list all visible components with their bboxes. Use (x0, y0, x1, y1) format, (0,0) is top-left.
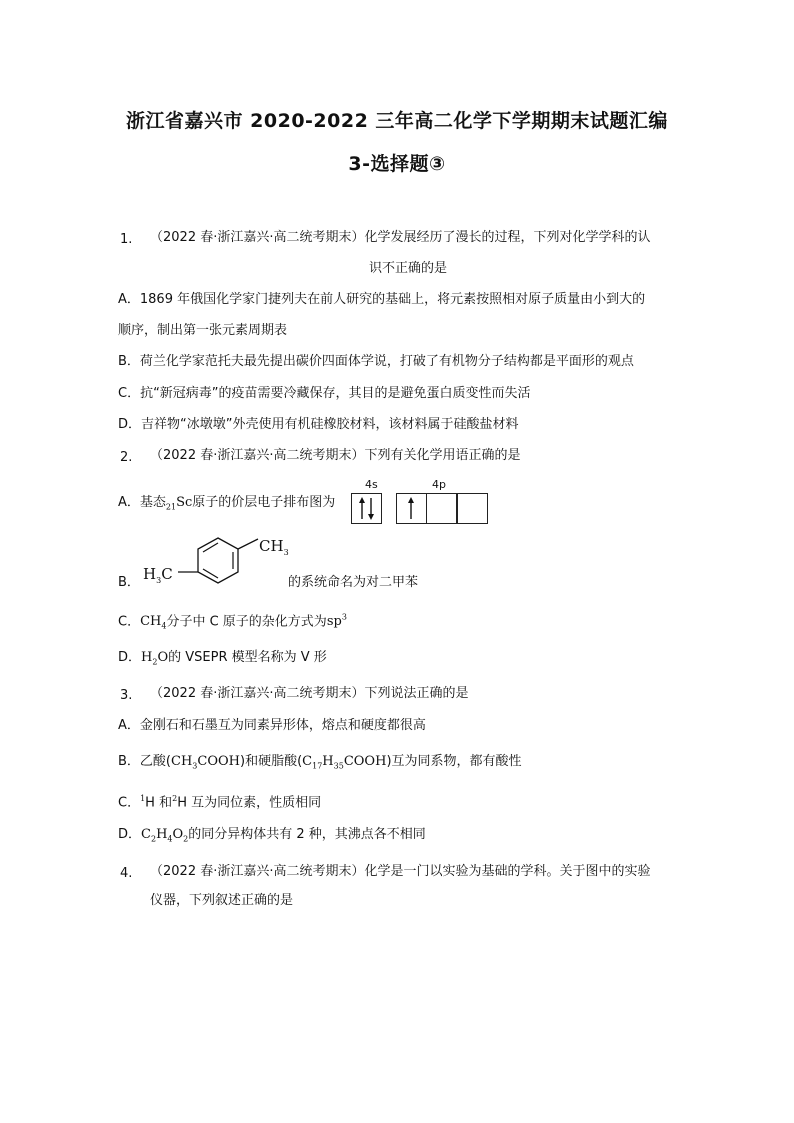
option-a-prefix: A．基态 (118, 495, 166, 510)
label-4s: 4s (365, 478, 378, 491)
orbital-4p-box-1 (396, 493, 427, 524)
question-3-option-a: A．金刚石和石墨互为同素异形体，熔点和硬度都很高 (118, 718, 426, 733)
question-1-option-b: B．荷兰化学家范托夫最先提出碳价四面体学说，打破了有机物分子结构都是平面形的观点 (118, 354, 634, 369)
h2o-formula: $H_2O$ (141, 650, 169, 667)
h3c-label: $H_3C$ (143, 565, 173, 585)
orbital-4s-box (351, 493, 382, 524)
element-symbol: Sc (176, 495, 193, 510)
question-4-stem-cont: 仪器，下列叙述正确的是 (150, 893, 294, 908)
orbital-4p-box-3 (457, 493, 488, 524)
ch4-formula: $CH_4$ (140, 614, 167, 631)
document-title-line1: 浙江省嘉兴市 2020-2022 三年高二化学下学期期末试题汇编 (126, 110, 668, 132)
question-2-option-d: D．$H_2O$的 VSEPR 模型名称为 V 形 (118, 650, 327, 667)
label-4p: 4p (432, 478, 446, 491)
sp3-notation: $sp^3$ (326, 613, 347, 630)
question-1-number: 1. (120, 232, 133, 247)
question-4-stem: （2022 春·浙江嘉兴·高二统考期末）化学是一门以实验为基础的学科。关于图中的实验 (150, 864, 651, 879)
question-3-stem: （2022 春·浙江嘉兴·高二统考期末）下列说法正确的是 (150, 686, 469, 701)
question-2-option-a (118, 495, 335, 516)
option-a-suffix: 原子的价层电子排布图为 (192, 495, 336, 510)
question-3-option-c: C．$^1$H 和$^2$H 互为同位素，性质相同 (118, 794, 322, 811)
question-1-stem-cont: 识不正确的是 (369, 261, 448, 276)
document-title-line2: 3-选择题③ (348, 153, 446, 175)
atomic-number: 21 (165, 502, 177, 512)
up-down-arrows-icon (352, 494, 381, 523)
question-1-option-c: C．抗“新冠病毒”的疫苗需要冷藏保存，其目的是避免蛋白质变性而失活 (118, 386, 531, 401)
up-arrow-icon (397, 494, 426, 523)
question-2-stem: （2022 春·浙江嘉兴·高二统考期末）下列有关化学用语正确的是 (150, 448, 521, 463)
question-2-option-b-prefix: B． (118, 575, 140, 590)
question-3-option-b: B．乙酸$(CH_3COOH)$和硬脂酸$(C_{17}H_{35}COOH)$互为同系物，都有酸性 (118, 754, 522, 771)
question-2-option-b-suffix: 的系统命名为对二甲苯 (288, 575, 419, 590)
question-2-option-c: C．$CH_4$分子中 C 原子的杂化方式为$sp^3$ (118, 613, 347, 631)
question-3-option-d: D．$C_2H_4O_2$的同分异构体共有 2 种，其沸点各不相同 (118, 827, 426, 844)
question-1-option-d: D．吉祥物“冰墩墩”外壳使用有机硅橡胶材料，该材料属于硅酸盐材料 (118, 417, 519, 432)
question-4-number: 4. (120, 866, 133, 881)
question-1-option-a: A．1869 年俄国化学家门捷列夫在前人研究的基础上，将元素按照相对原子质量由小到大的 (118, 292, 646, 307)
question-2-number: 2. (120, 450, 133, 465)
question-1-stem: （2022 春·浙江嘉兴·高二统考期末）化学发展经历了漫长的过程，下列对化学学科的认 (150, 230, 651, 245)
question-1-option-a-cont: 顺序，制出第一张元素周期表 (118, 323, 288, 338)
question-3-number: 3. (120, 688, 133, 703)
ch3-label: $CH_3$ (259, 537, 289, 557)
orbital-4p-box-2 (426, 493, 457, 524)
